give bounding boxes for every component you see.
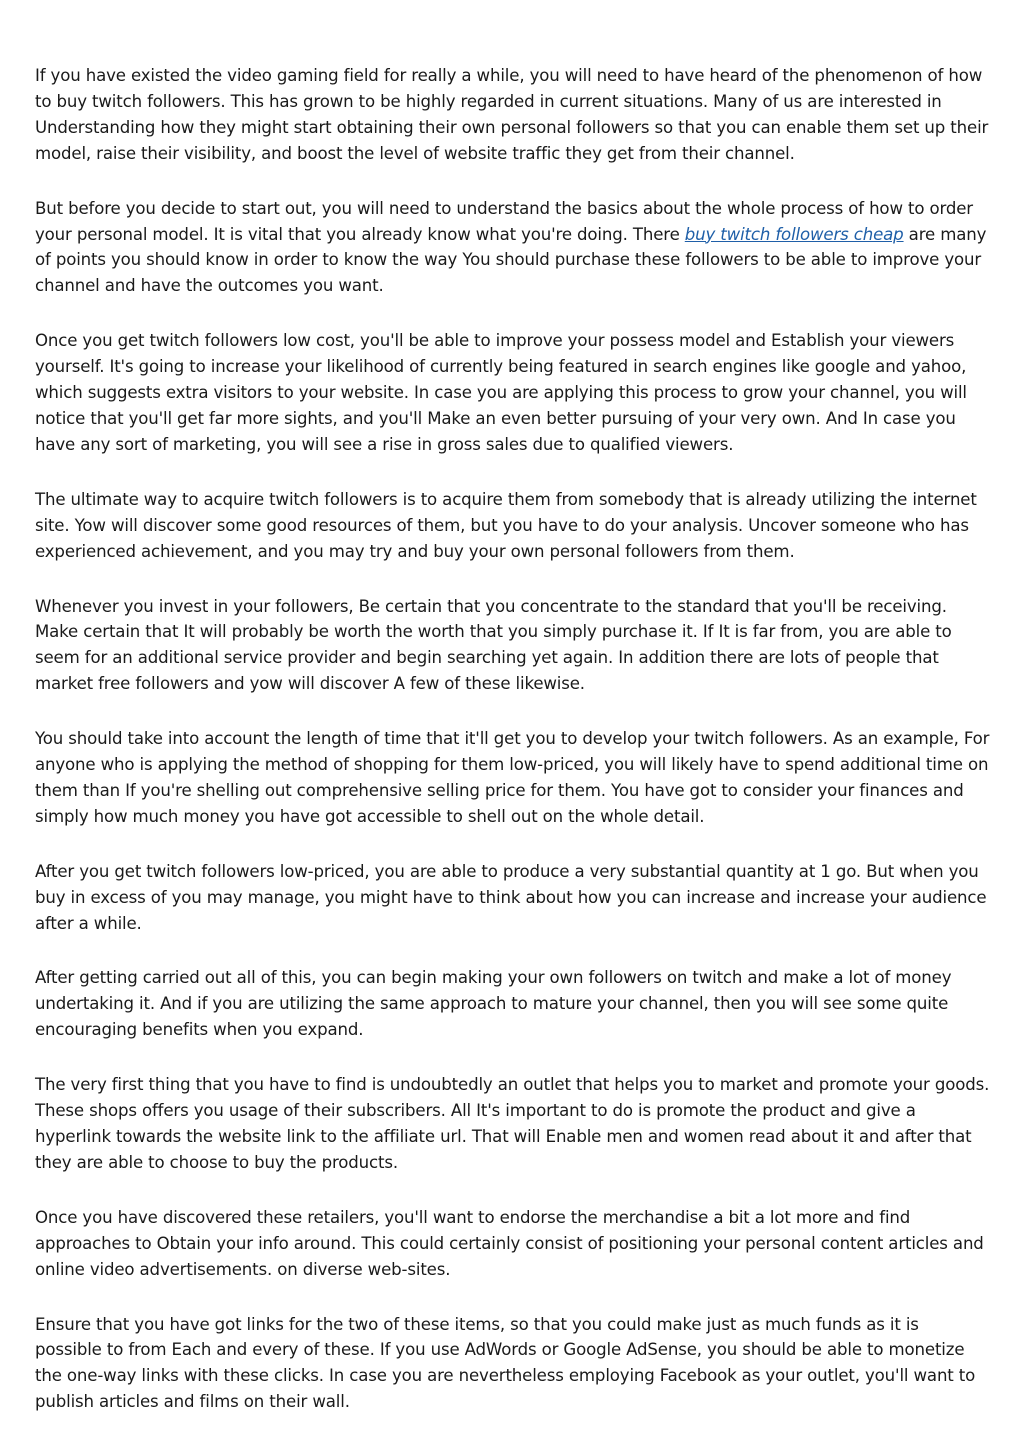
document-body [35, 63, 990, 1444]
paragraph-2 [35, 196, 990, 300]
paragraph-4: The ultimate way to acquire twitch followers is to acquire them from somebody that is already utilizing the internet site. Yow will discover some good resources of them, but you have to do your analysis. Uncover someone who has experienced achievement, and you may try and buy your own personal followers from them. [35, 489, 977, 561]
paragraph-10: Once you have discovered these retailers, you'll want to endorse the merchandise a bit a lot more and find approaches to Obtain your info around. This could certainly consist of positioning your personal content articles and online video advertisements. on diverse web-sites. [35, 1207, 984, 1279]
paragraph-8: After getting carried out all of this, you can begin making your own followers on twitch and make a lot of money undertaking it. And if you are utilizing the same approach to mature your channel, then you will see some quite encouraging benefits when you expand. [35, 968, 952, 1040]
paragraph-6: You should take into account the length of time that it'll get you to develop your twitch followers. As an example, For anyone who is applying the method of shopping for them low-priced, you will likely have to spend additional time on them than If you're shelling out comprehensive selling price for them. You have got to consider your finances and simply how much money you have got accessible to shell out on the whole detail. [35, 729, 990, 826]
paragraph-7: After you get twitch followers low-priced, you are able to produce a very substantial quantity at 1 go. But when you buy in excess of you may manage, you might have to think about how you can increase and increase your audience after a while. [35, 861, 987, 933]
paragraph-3: Once you get twitch followers low cost, you'll be able to improve your possess model and Establish your viewers yourself. It's going to increase your likelihood of currently being featured in search engines like google and yahoo, which suggests extra visitors to your website. In case you are applying this process to grow your channel, you will notice that you'll get far more sights, and you'll Make an even better pursuing of your very own. And In case you have any sort of marketing, you will see a rise in gross sales due to qualified viewers. [35, 331, 967, 454]
paragraph-9: The very first thing that you have to find is undoubtedly an outlet that helps you to market and promote your goods. These shops offers you usage of their subscribers. All It's important to do is promote the product and give a hyperlink towards the website link to the affiliate url. That will Enable men and women read about it and after that they are able to choose to buy the products. [35, 1075, 990, 1172]
paragraph-2-text-before: But before you decide to start out, you will need to understand the basics about the whole process of how to order your personal model. It is vital that you already know what you're doing. There [35, 198, 973, 244]
buy-twitch-followers-cheap-link[interactable]: buy twitch followers cheap [684, 224, 904, 244]
paragraph-2-text-after: are many of points you should know in order to know the way You should purchase these followers to be able to improve your channel and have the outcomes you want. [35, 224, 987, 296]
paragraph-11: Ensure that you have got links for the two of these items, so that you could make just as much funds as it is possible to from Each and every of these. If you use AdWords or Google AdSense, you should be able to monetize the one-way links with these clicks. In case you are nevertheless employing Facebook as your outlet, you'll want to publish articles and films on their wall. [35, 1314, 976, 1412]
paragraph-1: If you have existed the video gaming field for really a while, you will need to have heard of the phenomenon of how to buy twitch followers. This has grown to be highly regarded in current situations. Many of us are interested in Understanding how they might start obtaining their own personal followers so that you can enable them set up their model, raise their visibility, and boost the level of website traffic they get from their channel. [35, 66, 989, 163]
paragraph-5: Whenever you invest in your followers, Be certain that you concentrate to the standard that you'll be receiving. Make certain that It will probably be worth the worth that you simply purchase it. If It is far from, you are able to seem for an additional service provider and begin searching yet again. In addition there are lots of people that market free followers and yow will discover A few of these likewise. [35, 596, 952, 694]
